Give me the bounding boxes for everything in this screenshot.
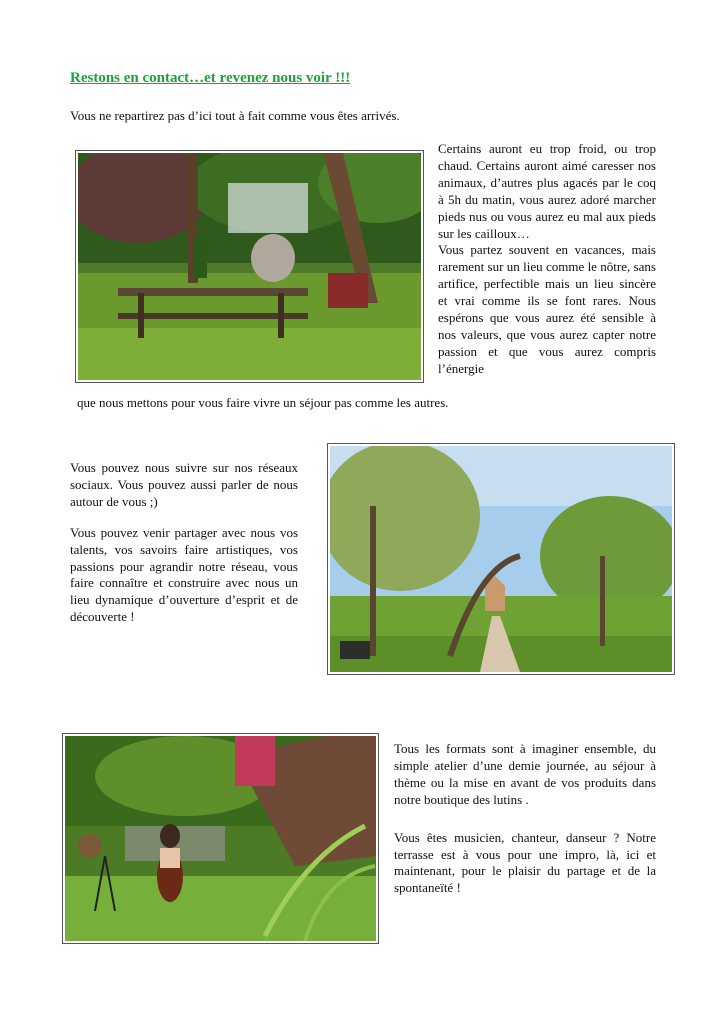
section1-text <box>438 141 656 378</box>
section2-para1: Vous pouvez nous suivre sur nos réseaux sociaux. Vous pouvez aussi parler de nous autour de vous ;) <box>70 460 298 509</box>
section3-para2: Vous êtes musicien, chanteur, danseur ? Notre terrasse est à vous pour une impro, là, ici et maintenant, pour le plaisir du partage et de la spontaneïté ! <box>394 829 656 896</box>
photo-musician <box>62 733 379 944</box>
photo-garden-path <box>327 443 675 675</box>
section1-continuation: que nous mettons pour vous faire vivre un séjour pas comme les autres. <box>77 395 449 410</box>
section2-para2: Vous pouvez venir partager avec nous vos talents, vos savoirs faire artistiques, vos passions pour agrandir notre réseau, vous faire connaître et construire avec nous un lieu dynamique d’ouverture d’esprit et de découverte ! <box>70 524 298 625</box>
page-title: Restons en contact…et revenez nous voir !!! <box>70 70 351 86</box>
section3-text <box>394 741 656 897</box>
section1-para1: Certains auront eu trop froid, ou trop chaud. Certains auront aimé caresser nos animaux, d’autres plus agacés par le coq à 5h du matin, vous aurez adoré marcher pieds nus ou vous aurez eu mal aux pieds sur les cailloux… <box>438 141 656 241</box>
section1-para2: Vous partez souvent en vacances, mais rarement sur un lieu comme le nôtre, sans artifice, perfectible mais un lieu sincère et vrai comme ils se font rares. Nous espérons que vous aurez été sensible à nos valeurs, que vous aurez capter notre passion et que vous aurez compris l’énergie <box>438 242 656 376</box>
section3-para1: Tous les formats sont à imaginer ensemble, du simple atelier d’une demie journée, au séjour à thème ou la mise en avant de vos produits dans notre boutique des lutins . <box>394 741 656 807</box>
section2-text <box>70 460 298 626</box>
photo-picnic-garden <box>75 150 424 383</box>
intro-text: Vous ne repartirez pas d’ici tout à fait comme vous êtes arrivés. <box>70 108 400 123</box>
